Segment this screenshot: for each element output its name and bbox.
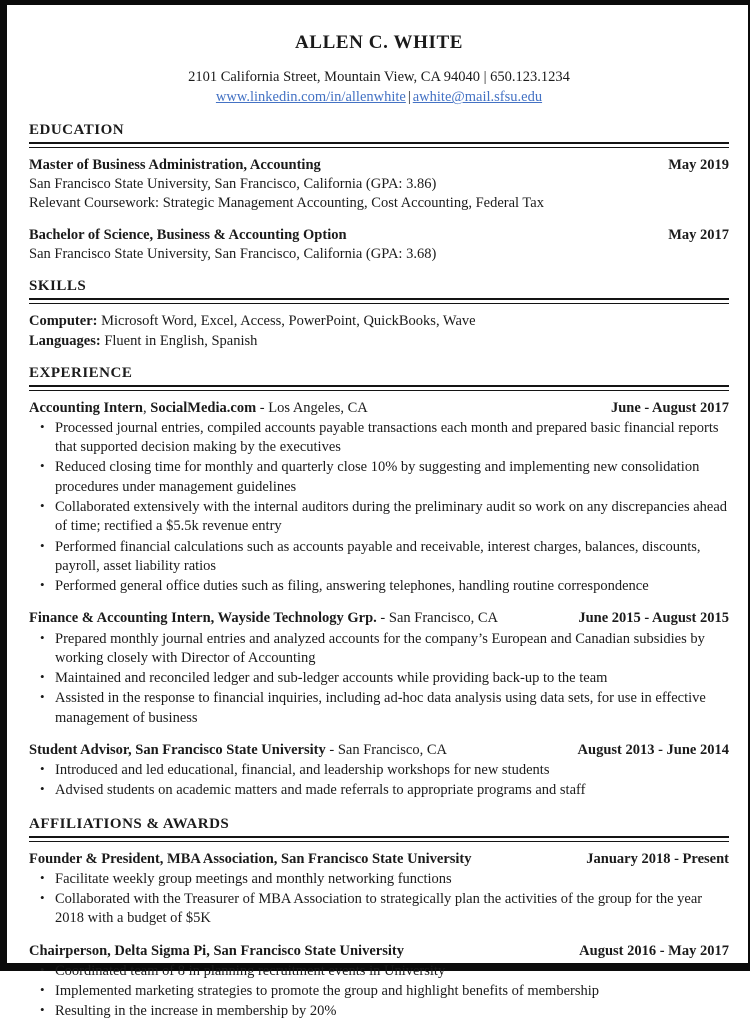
coursework-line: Relevant Coursework: Strategic Management Accounting, Cost Accounting, Federal Tax (29, 195, 544, 212)
bullet-item: • Performed financial calculations such as accounts payable and receivable, interest charges, balances, discounts, payroll, asset liability ratios (29, 538, 729, 577)
bullet-item: • Processed journal entries, compiled accounts payable transactions each month and prepared basic financial reports that supported decision making by the executives (29, 419, 729, 458)
job-location: - San Francisco, CA (325, 741, 447, 758)
education-entries (29, 156, 729, 264)
resume-header (29, 32, 729, 108)
experience-bullets (29, 761, 729, 801)
section-rule-affiliations (29, 836, 729, 842)
job-role-separator: , (143, 399, 151, 416)
affiliation-role: Chairperson, Delta Sigma Pi, San Francisco State University (29, 942, 404, 959)
job-location: - San Francisco, CA (376, 610, 499, 627)
job-company: SocialMedia.com (150, 399, 257, 416)
section-experience (29, 365, 729, 801)
bullet-item: • Resulting in the increase in membership by 20% (29, 1002, 729, 1021)
experience-entry (29, 399, 729, 597)
section-rule-experience (29, 385, 729, 391)
experience-title-line (29, 741, 568, 760)
links-line (29, 88, 729, 108)
section-title-education: EDUCATION (29, 121, 125, 138)
degree-title: Master of Business Administration, Accounting (29, 156, 321, 173)
bullet-item: • Reduced closing time for monthly and quarterly close 10% by suggesting and implementing new consolidation procedures under management guidelines (29, 458, 729, 497)
job-company: Wayside Technology Grp. (217, 610, 377, 627)
experience-bullets (29, 630, 729, 728)
school-line: San Francisco State University, San Francisco, California (GPA: 3.86) (29, 176, 437, 193)
bullet-item: • Facilitate weekly group meetings and monthly networking functions (29, 870, 729, 889)
section-affiliations (29, 816, 729, 1022)
email-link[interactable]: awhite@mail.sfsu.edu (412, 89, 543, 106)
experience-bullets (29, 419, 729, 597)
section-education (29, 122, 729, 264)
degree-date: May 2017 (668, 226, 729, 243)
bullet-item: • Prepared monthly journal entries and analyzed accounts for the company’s European and Canadian subsidies by working closely with Director of Accounting (29, 630, 729, 669)
skill-value: Microsoft Word, Excel, Access, PowerPoint, QuickBooks, Wave (101, 313, 476, 330)
section-title-experience: EXPERIENCE (29, 364, 133, 381)
affiliation-entry-head (29, 942, 729, 961)
bullet-item: • Maintained and reconciled ledger and sub-ledger accounts while providing back-up to the team (29, 669, 729, 688)
bullet-item: • Coordinated team of 8 in planning recruitment events in University (29, 962, 729, 981)
affiliation-entry-head (29, 850, 729, 869)
affiliation-date: January 2018 - Present (586, 850, 729, 867)
skill-label: Computer: (29, 313, 98, 330)
linkedin-link[interactable]: www.linkedin.com/in/allenwhite (215, 89, 406, 106)
bullet-item: • Collaborated extensively with the internal auditors during the preliminary audit so work on any discrepancies ahead of time; rectified a $5.5k revenue entry (29, 498, 729, 537)
experience-title-line (29, 399, 601, 418)
job-role-separator: , (210, 610, 218, 627)
skill-value: Fluent in English, Spanish (104, 332, 258, 349)
job-role-separator: , (128, 741, 136, 758)
experience-entry (29, 609, 729, 728)
link-separator: | (407, 89, 411, 106)
experience-entry-head (29, 609, 729, 628)
experience-entry (29, 741, 729, 801)
resume-sheet (7, 5, 748, 1020)
section-title-skills: SKILLS (29, 278, 87, 295)
affiliation-entry (29, 942, 729, 1022)
degree-date: May 2019 (668, 156, 729, 173)
bullet-item: • Performed general office duties such as filing, answering telephones, handling routine correspondence (29, 577, 729, 596)
job-date: August 2013 - June 2014 (577, 741, 729, 758)
affiliation-date: August 2016 - May 2017 (579, 942, 729, 959)
job-company: San Francisco State University (135, 741, 326, 758)
candidate-name: ALLEN C. WHITE (294, 32, 463, 53)
job-date: June - August 2017 (610, 399, 729, 416)
contact-line: 2101 California Street, Mountain View, CA 94040 | 650.123.1234 (188, 68, 570, 85)
job-date: June 2015 - August 2015 (578, 610, 729, 627)
section-title-affiliations: AFFILIATIONS & AWARDS (29, 815, 230, 832)
experience-title-line (29, 609, 568, 628)
job-role: Accounting Intern (29, 399, 143, 416)
bullet-item: • Implemented marketing strategies to promote the group and highlight benefits of membership (29, 982, 729, 1001)
affiliation-role: Founder & President, MBA Association, San Francisco State University (29, 850, 472, 867)
education-entry (29, 156, 729, 214)
affiliation-entry (29, 850, 729, 929)
job-location: - Los Angeles, CA (256, 399, 368, 416)
bullet-item: • Advised students on academic matters and made referrals to appropriate programs and staff (29, 781, 729, 800)
education-entry-head (29, 226, 729, 245)
school-line: San Francisco State University, San Francisco, California (GPA: 3.68) (29, 245, 437, 262)
education-entry (29, 226, 729, 264)
section-rule-skills (29, 298, 729, 304)
section-skills (29, 278, 729, 352)
job-role: Student Advisor (29, 741, 128, 758)
bullet-item: • Introduced and led educational, financial, and leadership workshops for new students (29, 761, 729, 780)
skill-label: Languages: (29, 332, 101, 349)
bullet-item: • Assisted in the response to financial inquiries, including ad-hoc data analysis using data sets, for use in effective management of business (29, 689, 729, 728)
section-rule-education (29, 142, 729, 148)
affiliation-bullets (29, 870, 729, 929)
skills-list (29, 312, 729, 352)
skill-row (29, 332, 729, 352)
job-role: Finance & Accounting Intern (29, 610, 211, 627)
experience-entry-head (29, 741, 729, 760)
skill-row (29, 312, 729, 332)
education-entry-head (29, 156, 729, 175)
degree-title: Bachelor of Science, Business & Accounting Option (29, 226, 347, 243)
bullet-item: • Collaborated with the Treasurer of MBA Association to strategically plan the activities of the group for the year 2018 with a budget of $5K (29, 890, 729, 929)
experience-entry-head (29, 399, 729, 418)
